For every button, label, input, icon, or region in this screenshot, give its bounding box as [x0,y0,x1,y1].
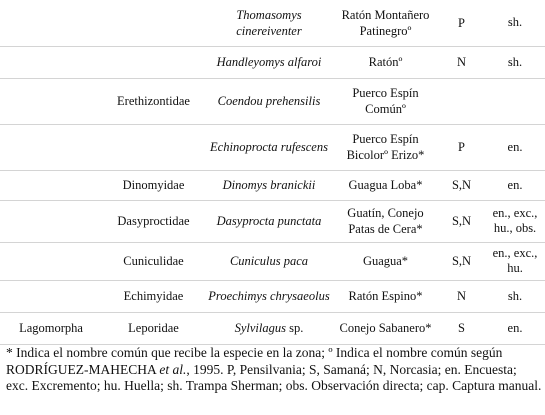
footnote-text-part1: * Indica el nombre común que recibe la especie en la zona; º Indica el nombre común según RODRÍGUEZ-MAHECHA [6,345,503,377]
common-name-cell [333,170,438,200]
method-line1: sh. [507,15,523,30]
species-cell [205,312,333,344]
table-row [0,170,545,200]
order-text: Lagomorpha [19,321,83,335]
order-cell [0,124,102,170]
family-cell [102,170,205,200]
family-cell [102,312,205,344]
table-row [0,46,545,78]
common-name-line1: Guatín, Conejo [347,206,424,220]
common-name-cell [333,312,438,344]
order-cell [0,78,102,124]
location-text: N [456,55,467,69]
family-cell [102,0,205,46]
common-name-line1: Ratón Montañero [341,7,430,22]
location-text: S,N [451,178,472,192]
species-name: Handleyomys alfaroi [216,55,322,69]
species-name: Thomasomys [236,7,302,22]
location-text: S,N [451,254,472,268]
footnote-et-al: et al. [159,361,187,377]
common-name-line1: Ratón Espino* [348,289,423,303]
order-cell [0,46,102,78]
location-cell [438,280,485,312]
family-text: Leporidae [128,321,179,335]
table-row [0,312,545,344]
species-name: Cuniculus paca [229,254,309,268]
family-cell [102,242,205,280]
location-text: S [458,321,465,335]
common-name-cell [333,242,438,280]
family-cell [102,200,205,242]
species-cell [205,78,333,124]
table-row [0,280,545,312]
species-cell [205,242,333,280]
common-name-cell [333,200,438,242]
order-cell [0,170,102,200]
common-name-line1: Ratónº [368,55,403,69]
common-name-cell [333,0,438,46]
method-line1: en. [507,139,523,154]
species-suffix: sp. [286,321,304,335]
table-row [0,242,545,280]
family-text: Dinomyidae [122,178,185,192]
location-cell [438,46,485,78]
common-name-line1: Puerco Espín [352,132,419,146]
family-cell [102,280,205,312]
common-name-cell [333,124,438,170]
species-name: Sylvilagus [234,321,286,335]
method-cell [485,200,545,242]
common-name-line1: Puerco Espín [352,86,419,100]
table-row [0,0,545,46]
method-line1: en., exc., [492,246,538,260]
location-cell [438,242,485,280]
common-name-line1: Conejo Sabanero* [339,321,432,335]
table-row [0,124,545,170]
location-cell [438,170,485,200]
location-cell [438,200,485,242]
common-name-line2: Patinegroº [359,23,412,38]
family-cell [102,78,205,124]
method-line1: sh. [507,288,523,303]
method-cell [485,170,545,200]
location-text: N [456,289,467,303]
method-line1: en., exc., [492,206,538,220]
footnote-text-part2: , 1995. P, Pensilvania; S, Samaná; N, Norcasia; en. Encuesta; exc. Excremento; hu. Huella; sh. Trampa Sherman; obs. Observación directa; cap. Captura manual. [6,361,542,393]
species-cell [205,0,333,46]
common-name-line1: Guagua Loba* [348,178,423,192]
species-cell [205,200,333,242]
order-cell [0,0,102,46]
order-cell [0,200,102,242]
method-line1: en. [507,320,523,335]
method-cell [485,242,545,280]
common-name-line2: Patas de Cera* [348,222,423,236]
common-name-line2: Bicolorº Erizo* [346,148,425,162]
location-cell [438,124,485,170]
common-name-cell [333,280,438,312]
table-row [0,78,545,124]
method-line2: hu., obs. [493,221,537,235]
location-cell [438,78,485,124]
common-name-cell [333,46,438,78]
table-footnote [6,345,542,395]
method-cell [485,312,545,344]
common-name-line2: Comúnº [365,102,406,116]
family-cell [102,124,205,170]
species-cell [205,124,333,170]
order-cell [0,242,102,280]
family-text: Echimyidae [123,289,184,303]
common-name-line1: Guagua* [362,254,409,268]
species-name: Dasyprocta punctata [216,214,322,228]
species-name: Echinoprocta rufescens [210,140,328,154]
location-cell [438,312,485,344]
species-name: Coendou prehensilis [217,94,321,108]
location-text: P [458,15,465,30]
table-row [0,200,545,242]
species-name: Dinomys branickii [222,178,316,192]
order-cell [0,280,102,312]
species-name: Proechimys chrysaeolus [208,289,330,303]
method-cell [485,280,545,312]
family-text: Cuniculidae [123,254,184,268]
family-cell [102,46,205,78]
method-line1: en. [507,177,523,192]
species-name-line2: cinereiventer [236,23,302,38]
species-cell [205,170,333,200]
location-text: P [458,140,465,154]
species-cell [205,280,333,312]
common-name-cell [333,78,438,124]
location-text: S,N [451,214,472,228]
family-text: Dasyproctidae [117,214,190,228]
location-cell [438,0,485,46]
method-cell [485,124,545,170]
method-cell [485,0,545,46]
method-line1: sh. [507,54,523,69]
order-cell [0,312,102,344]
method-cell [485,46,545,78]
method-cell [485,78,545,124]
species-cell [205,46,333,78]
method-line2: hu. [507,261,523,275]
family-text: Erethizontidae [117,94,190,108]
